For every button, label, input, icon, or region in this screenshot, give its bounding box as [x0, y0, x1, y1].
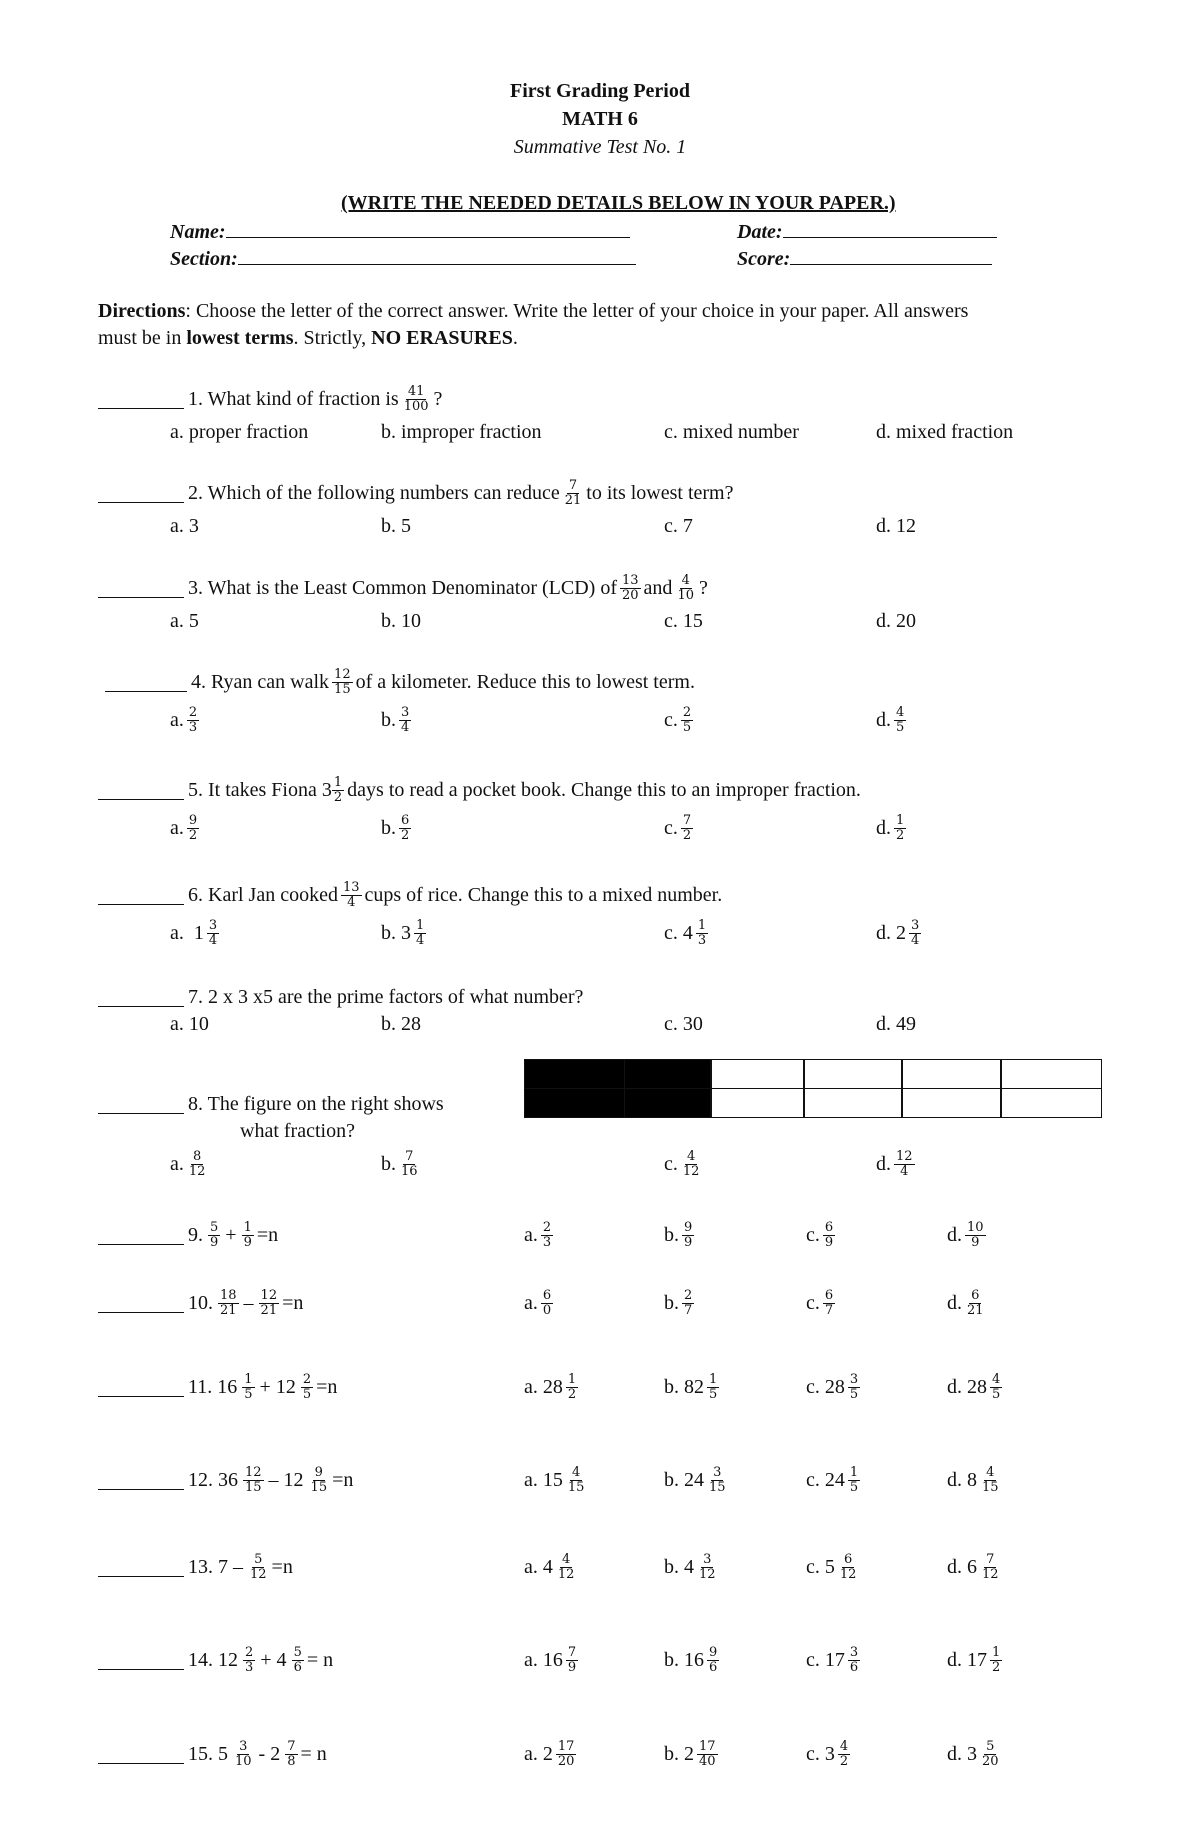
q7-option-b: b. 28 — [381, 1013, 421, 1035]
q14-option-d: d. 17 $\frac{1}{2}$ — [947, 1645, 1001, 1675]
fraction: $\frac{3}{4}$ — [401, 705, 410, 735]
q12-option-d: d. 8 $\frac{4}{15}$ — [947, 1465, 999, 1495]
q12-option-a: a. 15 $\frac{4}{15}$ — [524, 1465, 585, 1495]
q13-option-c: c. 5 $\frac{6}{12}$ — [806, 1552, 857, 1582]
question-3: 3. What is the Least Common Denominator (LCD) of $\frac{13}{20}$ and $\frac{4}{10}$ ? — [98, 574, 708, 603]
fraction: $\frac{3}{5}$ — [849, 1372, 859, 1402]
answer-blank[interactable] — [98, 781, 184, 800]
fraction: $\frac{1}{5}$ — [244, 1372, 253, 1402]
q1-option-a: a. proper fraction — [170, 421, 309, 443]
fraction: $\frac{8}{12}$ — [188, 1149, 206, 1179]
fraction: $\frac{1}{5}$ — [849, 1465, 859, 1495]
q12-option-c: c. 24 $\frac{1}{5}$ — [806, 1465, 859, 1495]
question-2: 2. Which of the following numbers can reduce $\frac{7}{21}$ to its lowest term? — [98, 479, 734, 508]
q7-option-a: a. 10 — [170, 1013, 209, 1035]
details-instruction: (WRITE THE NEEDED DETAILS BELOW IN YOUR PAPER.) — [341, 192, 896, 214]
fraction: $\frac{7}{8}$ — [287, 1739, 296, 1769]
fraction: $\frac{2}{3}$ — [542, 1220, 552, 1250]
q4-option-a: a. $\frac{2}{3}$ — [170, 705, 198, 735]
question-8-line-2: what fraction? — [240, 1120, 355, 1142]
fraction: $\frac{2}{5}$ — [302, 1372, 312, 1402]
unshaded-part — [1000, 1059, 1102, 1089]
fraction: $\frac{4}{10}$ — [677, 573, 694, 603]
fraction: $\frac{7}{16}$ — [401, 1149, 418, 1179]
fraction: $\frac{7}{9}$ — [567, 1645, 577, 1675]
q9-option-d: d. $\frac{10}{9}$ — [947, 1220, 984, 1250]
q3-option-b: b. 10 — [381, 610, 421, 632]
fraction: $\frac{2}{7}$ — [684, 1288, 693, 1318]
q14-option-b: b. 16 $\frac{9}{6}$ — [664, 1645, 718, 1675]
test-title: Summative Test No. 1 — [513, 136, 687, 158]
question-4: 4. Ryan can walk $\frac{12}{15}$ of a kilometer. Reduce this to lowest term. — [105, 668, 695, 697]
subject-title: MATH 6 — [562, 108, 638, 130]
fraction: $\frac{17}{40}$ — [699, 1739, 716, 1769]
score-field: Score: — [737, 246, 992, 271]
fraction: $\frac{1}{2}$ — [896, 813, 905, 843]
fraction: $\frac{4}{15}$ — [982, 1465, 999, 1495]
date-field: Date: — [737, 219, 997, 244]
q9-option-b: b. $\frac{9}{9}$ — [664, 1220, 693, 1250]
q7-option-c: c. 30 — [664, 1013, 703, 1035]
fraction: $\frac{3}{10}$ — [235, 1739, 252, 1769]
fraction: $\frac{1}{4}$ — [416, 918, 425, 948]
answer-blank[interactable] — [98, 579, 184, 598]
q8-option-b: b. $\frac{7}{16}$ — [381, 1149, 418, 1179]
fraction: $\frac{5}{9}$ — [210, 1220, 219, 1250]
fraction: $\frac{1}{2}$ — [333, 775, 343, 805]
fraction: $\frac{9}{9}$ — [684, 1220, 693, 1250]
question-8: 8. The figure on the right shows — [98, 1093, 444, 1116]
question-6: 6. Karl Jan cooked $\frac{13}{4}$ cups of rice. Change this to a mixed number. — [98, 881, 722, 910]
unshaded-part — [901, 1059, 1002, 1089]
shaded-part — [624, 1088, 712, 1118]
q5-option-c: c. $\frac{7}{2}$ — [664, 813, 692, 843]
fraction: $\frac{3}{4}$ — [911, 918, 920, 948]
unshaded-part — [901, 1088, 1002, 1118]
fraction: $\frac{3}{6}$ — [849, 1645, 859, 1675]
q11-option-d: d. 28 $\frac{4}{5}$ — [947, 1372, 1001, 1402]
fraction: $\frac{3}{15}$ — [709, 1465, 726, 1495]
q5-option-b: b. $\frac{6}{2}$ — [381, 813, 410, 843]
q8-option-d: d. $\frac{12}{4}$ — [876, 1149, 913, 1179]
answer-blank[interactable] — [98, 988, 184, 1007]
fraction: $\frac{41}{100}$ — [403, 384, 429, 414]
fraction: $\frac{12}{21}$ — [260, 1288, 278, 1318]
fraction: $\frac{3}{4}$ — [208, 918, 218, 948]
q1-option-c: c. mixed number — [664, 421, 799, 443]
grading-period-title: First Grading Period — [510, 80, 690, 102]
fraction: $\frac{1}{3}$ — [697, 918, 707, 948]
fraction: $\frac{17}{20}$ — [557, 1739, 575, 1769]
fraction: $\frac{7}{21}$ — [564, 478, 582, 508]
question-1: 1. What kind of fraction is $\frac{41}{100}$ ? — [98, 385, 442, 414]
unshaded-part — [710, 1059, 805, 1089]
answer-blank[interactable] — [98, 1651, 184, 1670]
q13-option-b: b. 4 $\frac{3}{12}$ — [664, 1552, 716, 1582]
fraction: $\frac{3}{12}$ — [699, 1552, 716, 1582]
fraction: $\frac{5}{12}$ — [250, 1552, 267, 1582]
section-line — [238, 246, 636, 265]
directions-line-2: must be in lowest terms. Strictly, NO ERASURES. — [98, 327, 518, 349]
q11-option-b: b. 82 $\frac{1}{5}$ — [664, 1372, 718, 1402]
fraction: $\frac{9}{6}$ — [709, 1645, 718, 1675]
fraction: $\frac{6}{21}$ — [967, 1288, 984, 1318]
fraction: $\frac{13}{20}$ — [622, 573, 639, 603]
fraction: $\frac{2}{3}$ — [188, 705, 198, 735]
q1-option-d: d. mixed fraction — [876, 421, 1014, 443]
section-field: Section: — [170, 246, 636, 271]
fraction: $\frac{5}{20}$ — [982, 1739, 999, 1769]
unshaded-part — [710, 1088, 805, 1118]
q6-option-c: c. 4 $\frac{1}{3}$ — [664, 918, 707, 948]
directions-line-1: Directions: Choose the letter of the correct answer. Write the letter of your choice in your paper. All answers — [98, 300, 969, 322]
question-11: 11. 16 $\frac{1}{5}$ + 12 $\frac{2}{5}$ =n — [98, 1373, 337, 1402]
name-line — [226, 219, 630, 238]
fraction: $\frac{1}{5}$ — [709, 1372, 718, 1402]
shaded-part — [524, 1059, 626, 1089]
fraction: $\frac{1}{2}$ — [567, 1372, 577, 1402]
fraction: $\frac{18}{21}$ — [220, 1288, 237, 1318]
answer-blank[interactable] — [98, 1745, 184, 1764]
fraction: $\frac{4}{2}$ — [839, 1739, 849, 1769]
fraction: $\frac{6}{9}$ — [824, 1220, 834, 1250]
q2-option-a: a. 3 — [170, 515, 199, 537]
unshaded-part — [803, 1088, 903, 1118]
answer-blank[interactable] — [98, 1558, 184, 1577]
answer-blank[interactable] — [98, 390, 184, 409]
name-field: Name: — [170, 219, 630, 244]
q2-option-c: c. 7 — [664, 515, 693, 537]
answer-blank[interactable] — [98, 1226, 184, 1245]
q3-option-d: d. 20 — [876, 610, 916, 632]
fraction: $\frac{6}{12}$ — [839, 1552, 857, 1582]
fraction: $\frac{9}{2}$ — [188, 813, 198, 843]
unshaded-part — [1000, 1088, 1102, 1118]
fraction: $\frac{1}{2}$ — [992, 1645, 1001, 1675]
question-13: 13. 7 – $\frac{5}{12}$ =n — [98, 1553, 293, 1582]
q8-option-c: c. $\frac{4}{12}$ — [664, 1149, 700, 1179]
fraction: $\frac{13}{4}$ — [342, 880, 360, 910]
date-line — [783, 219, 997, 238]
q12-option-b: b. 24 $\frac{3}{15}$ — [664, 1465, 726, 1495]
fraction: $\frac{4}{5}$ — [992, 1372, 1001, 1402]
fraction: $\frac{7}{12}$ — [982, 1552, 999, 1582]
fraction: $\frac{6}{7}$ — [824, 1288, 834, 1318]
q3-option-c: c. 15 — [664, 610, 703, 632]
q9-option-a: a. $\frac{2}{3}$ — [524, 1220, 552, 1250]
q2-option-b: b. 5 — [381, 515, 411, 537]
shaded-part — [624, 1059, 712, 1089]
q14-option-c: c. 17 $\frac{3}{6}$ — [806, 1645, 859, 1675]
q10-option-d: d. $\frac{6}{21}$ — [947, 1288, 984, 1318]
q4-option-d: d. $\frac{4}{5}$ — [876, 705, 905, 735]
q9-option-c: c. $\frac{6}{9}$ — [806, 1220, 834, 1250]
q5-option-a: a. $\frac{9}{2}$ — [170, 813, 198, 843]
q15-option-a: a. 2 $\frac{17}{20}$ — [524, 1739, 575, 1769]
fraction: $\frac{9}{15}$ — [310, 1465, 328, 1495]
q1-option-b: b. improper fraction — [381, 421, 542, 443]
answer-blank[interactable] — [98, 1378, 184, 1397]
q7-option-d: d. 49 — [876, 1013, 916, 1035]
fraction: $\frac{7}{2}$ — [682, 813, 692, 843]
fraction: $\frac{5}{6}$ — [293, 1645, 302, 1675]
q4-option-c: c. $\frac{2}{5}$ — [664, 705, 692, 735]
q6-option-b: b. 3 $\frac{1}{4}$ — [381, 918, 425, 948]
question-10: 10. $\frac{18}{21}$ – $\frac{12}{21}$ =n — [98, 1289, 303, 1318]
q15-option-d: d. 3 $\frac{5}{20}$ — [947, 1739, 999, 1769]
fraction: $\frac{12}{4}$ — [896, 1149, 913, 1179]
fraction: $\frac{10}{9}$ — [967, 1220, 984, 1250]
question-7: 7. 2 x 3 x5 are the prime factors of what number? — [98, 986, 583, 1009]
answer-blank[interactable] — [98, 484, 184, 503]
score-line — [790, 246, 992, 265]
unshaded-part — [803, 1059, 903, 1089]
question-12: 12. 36 $\frac{12}{15}$ – 12 $\frac{9}{15}$ =n — [98, 1466, 353, 1495]
q4-option-b: b. $\frac{3}{4}$ — [381, 705, 410, 735]
question-9: 9. $\frac{5}{9}$ + $\frac{1}{9}$ =n — [98, 1221, 278, 1250]
fraction: $\frac{4}{15}$ — [567, 1465, 585, 1495]
question-15: 15. 5 $\frac{3}{10}$ - 2 $\frac{7}{8}$ = n — [98, 1740, 327, 1769]
question-14: 14. 12 $\frac{2}{3}$ + 4 $\frac{5}{6}$ = n — [98, 1646, 333, 1675]
shaded-part — [524, 1088, 626, 1118]
q10-option-c: c. $\frac{6}{7}$ — [806, 1288, 834, 1318]
fraction: $\frac{2}{3}$ — [245, 1645, 254, 1675]
fraction: $\frac{12}{15}$ — [334, 667, 351, 697]
q14-option-a: a. 16 $\frac{7}{9}$ — [524, 1645, 577, 1675]
q3-option-a: a. 5 — [170, 610, 199, 632]
answer-blank[interactable] — [98, 1294, 184, 1313]
answer-blank[interactable] — [98, 1095, 184, 1114]
q11-option-a: a. 28 $\frac{1}{2}$ — [524, 1372, 577, 1402]
q10-option-b: b. $\frac{2}{7}$ — [664, 1288, 693, 1318]
q6-option-a: a. 1 $\frac{3}{4}$ — [170, 918, 218, 948]
fraction: $\frac{4}{5}$ — [896, 705, 905, 735]
q13-option-a: a. 4 $\frac{4}{12}$ — [524, 1552, 575, 1582]
answer-blank[interactable] — [98, 886, 184, 905]
q6-option-d: d. 2 $\frac{3}{4}$ — [876, 918, 920, 948]
q8-option-a: a. $\frac{8}{12}$ — [170, 1149, 206, 1179]
q15-option-b: b. 2 $\frac{17}{40}$ — [664, 1739, 716, 1769]
answer-blank[interactable] — [105, 673, 187, 692]
q15-option-c: c. 3 $\frac{4}{2}$ — [806, 1739, 849, 1769]
q5-option-d: d. $\frac{1}{2}$ — [876, 813, 905, 843]
fraction: $\frac{4}{12}$ — [557, 1552, 575, 1582]
q13-option-d: d. 6 $\frac{7}{12}$ — [947, 1552, 999, 1582]
fraction: $\frac{6}{0}$ — [542, 1288, 552, 1318]
fraction: $\frac{4}{12}$ — [682, 1149, 700, 1179]
question-5: 5. It takes Fiona 3 $\frac{1}{2}$ days to read a pocket book. Change this to an improper fraction. — [98, 776, 861, 805]
fraction: $\frac{12}{15}$ — [245, 1465, 262, 1495]
answer-blank[interactable] — [98, 1471, 184, 1490]
fraction: $\frac{2}{5}$ — [682, 705, 692, 735]
q10-option-a: a. $\frac{6}{0}$ — [524, 1288, 552, 1318]
fraction: $\frac{6}{2}$ — [401, 813, 410, 843]
q11-option-c: c. 28 $\frac{3}{5}$ — [806, 1372, 859, 1402]
q2-option-d: d. 12 — [876, 515, 916, 537]
fraction: $\frac{1}{9}$ — [243, 1220, 252, 1250]
